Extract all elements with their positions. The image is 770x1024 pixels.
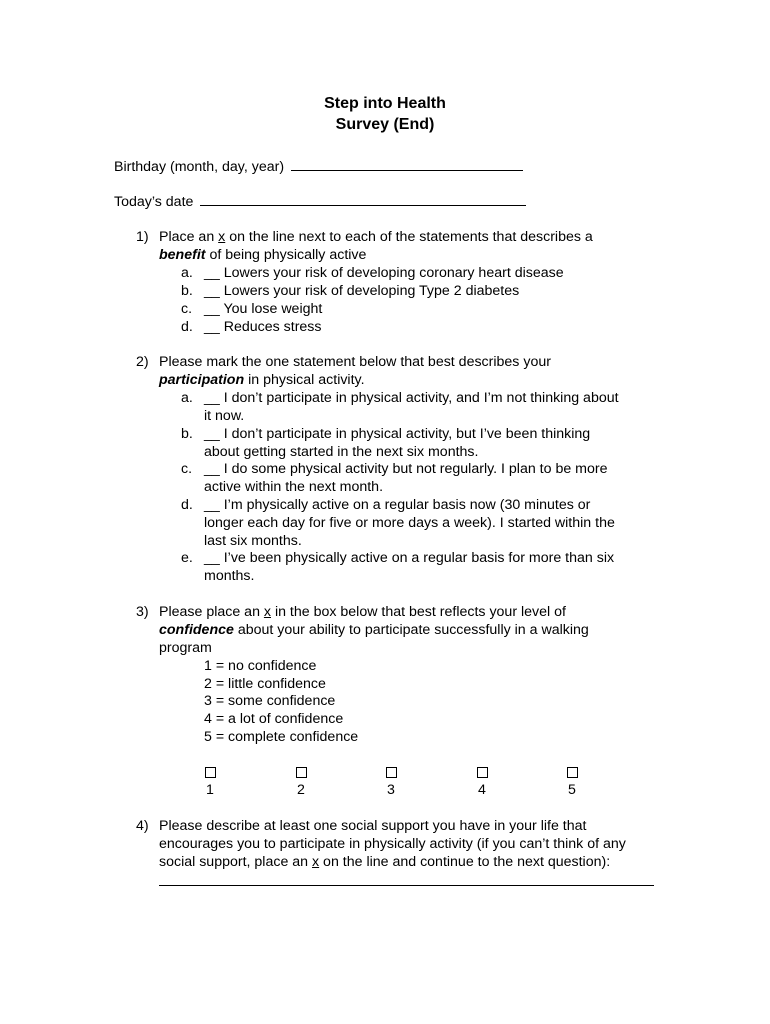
option-text[interactable]: __ I don’t participate in physical activity, but I’ve been thinking xyxy=(204,426,591,442)
option-text[interactable]: __ Lowers your risk of developing coronary heart disease xyxy=(204,265,564,281)
question-1-x-mark: x xyxy=(218,229,226,245)
todays-date-field xyxy=(114,192,526,211)
todays-date-label: Today’s date xyxy=(114,194,194,210)
question-4-x-mark: x xyxy=(312,854,320,870)
question-1-text-post: on the line next to each of the statements that describes a xyxy=(225,229,593,245)
option-text[interactable]: __ You lose weight xyxy=(204,301,323,317)
confidence-checkbox-1[interactable] xyxy=(205,767,216,778)
question-1-text-pre: Place an xyxy=(159,229,219,245)
scale-item: 2 = little confidence xyxy=(204,676,326,692)
question-4-text-line2: encourages you to participate in physically activity (if you can’t think of any xyxy=(159,836,626,852)
birthday-field xyxy=(114,157,523,176)
social-support-answer-line[interactable] xyxy=(159,885,654,886)
confidence-checkbox-3[interactable] xyxy=(386,767,397,778)
question-2-keyword: participation xyxy=(159,372,245,388)
checkbox-label: 5 xyxy=(568,782,576,798)
option-letter: e. xyxy=(181,550,193,566)
option-text-cont: months. xyxy=(204,568,255,584)
scale-item: 3 = some confidence xyxy=(204,693,336,709)
option-letter: a. xyxy=(181,265,193,281)
option-text[interactable]: __ I don’t participate in physical activity, and I’m not thinking about xyxy=(204,390,619,406)
option-letter: c. xyxy=(181,301,193,317)
question-3-text-pre: Please place an xyxy=(159,604,264,620)
page-title: Step into Health xyxy=(324,95,446,112)
option-text-cont: it now. xyxy=(204,408,245,424)
checkbox-label: 2 xyxy=(297,782,305,798)
question-4-text: Please describe at least one social support you have in your life that xyxy=(159,818,587,834)
question-1-text xyxy=(159,228,593,246)
question-4-text-line3 xyxy=(159,853,610,871)
question-3-text-post: in the box below that best reflects your level of xyxy=(271,604,566,620)
question-3-x-mark: x xyxy=(263,604,271,620)
question-2-text-line2 xyxy=(159,371,365,389)
question-1-keyword: benefit xyxy=(159,247,206,263)
question-3-text-line3: program xyxy=(159,640,212,656)
question-1-number: 1) xyxy=(136,229,149,245)
checkbox-label: 4 xyxy=(478,782,486,798)
option-text[interactable]: __ Reduces stress xyxy=(204,319,322,335)
option-letter: d. xyxy=(181,319,193,335)
question-3-line2-rest: about your ability to participate successfully in a walking xyxy=(233,622,589,638)
option-text[interactable]: __ Lowers your risk of developing Type 2 diabetes xyxy=(204,283,520,299)
scale-item: 1 = no confidence xyxy=(204,658,317,674)
confidence-checkbox-5[interactable] xyxy=(567,767,578,778)
question-3-keyword: confidence xyxy=(159,622,234,638)
option-letter: c. xyxy=(181,461,193,477)
question-3-text xyxy=(159,603,566,621)
scale-item: 5 = complete confidence xyxy=(204,729,359,745)
option-text[interactable]: __ I do some physical activity but not regularly. I plan to be more xyxy=(204,461,608,477)
birthday-label: Birthday (month, day, year) xyxy=(114,159,285,175)
question-4-number: 4) xyxy=(136,818,149,834)
birthday-blank-line[interactable] xyxy=(291,157,523,171)
question-4-line3-pre: social support, place an xyxy=(159,854,313,870)
checkbox-label: 1 xyxy=(206,782,214,798)
option-text-cont: active within the next month. xyxy=(204,479,384,495)
confidence-checkbox-4[interactable] xyxy=(477,767,488,778)
question-1-line2-rest: of being physically active xyxy=(205,247,367,263)
question-2-number: 2) xyxy=(136,354,149,370)
option-letter: a. xyxy=(181,390,193,406)
scale-item: 4 = a lot of confidence xyxy=(204,711,344,727)
option-text-cont: last six months. xyxy=(204,533,302,549)
confidence-checkbox-2[interactable] xyxy=(296,767,307,778)
question-3-number: 3) xyxy=(136,604,149,620)
option-text[interactable]: __ I’ve been physically active on a regular basis for more than six xyxy=(204,550,615,566)
question-4-line3-post: on the line and continue to the next question): xyxy=(319,854,611,870)
option-text-cont: about getting started in the next six months. xyxy=(204,444,479,460)
page-subtitle: Survey (End) xyxy=(335,116,435,133)
question-3-text-line2 xyxy=(159,621,589,639)
todays-date-blank-line[interactable] xyxy=(200,192,526,206)
option-letter: d. xyxy=(181,497,193,513)
question-2-line2-rest: in physical activity. xyxy=(244,372,365,388)
option-letter: b. xyxy=(181,283,193,299)
option-letter: b. xyxy=(181,426,193,442)
checkbox-label: 3 xyxy=(387,782,395,798)
question-2-text: Please mark the one statement below that best describes your xyxy=(159,354,551,370)
option-text[interactable]: __ I’m physically active on a regular basis now (30 minutes or xyxy=(204,497,591,513)
question-1-text-line2 xyxy=(159,246,366,264)
option-text-cont: longer each day for five or more days a week). I started within the xyxy=(204,515,615,531)
